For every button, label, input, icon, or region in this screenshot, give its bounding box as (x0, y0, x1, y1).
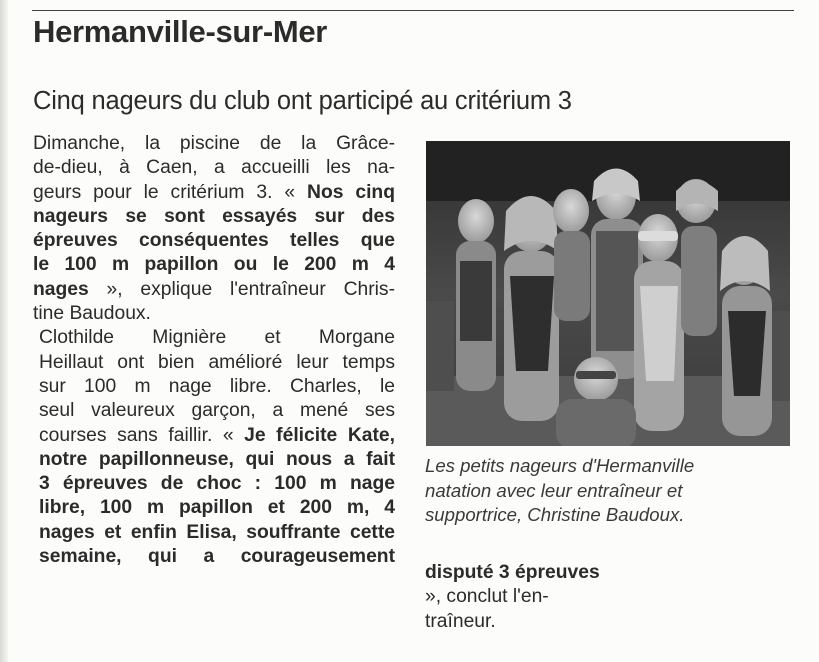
body-text: geurs pour le critérium 3. « (33, 181, 308, 203)
text-line (33, 521, 395, 545)
bold-quote-text: notre papillonneuse, qui nous a fait (39, 448, 395, 470)
text-line (33, 424, 395, 448)
text-line (33, 496, 395, 520)
article-photo (426, 141, 790, 446)
body-text: de-dieu, à Caen, a accueilli les na- (33, 157, 395, 179)
text-line (33, 472, 395, 496)
body-text: », conclut l'en- (425, 586, 549, 608)
text-line (33, 326, 395, 350)
article-body-left-column (33, 132, 395, 569)
text-line (33, 545, 395, 569)
body-text: sur 100 m nage libre. Charles, le (39, 375, 395, 397)
body-text: », explique l'entraîneur Chris- (88, 278, 395, 300)
article-headline: Cinq nageurs du club ont participé au critérium 3 (33, 87, 572, 115)
bold-quote-text: le 100 m papillon ou le 200 m 4 (33, 254, 395, 276)
text-line (33, 132, 395, 156)
text-line (33, 156, 395, 180)
bold-quote-text: libre, 100 m papillon et 200 m, 4 (39, 497, 395, 519)
photo-caption (425, 454, 795, 528)
photo-caption-line: Les petits nageurs d'Hermanville (425, 455, 695, 476)
body-text: Dimanche, la piscine de la Grâce- (33, 133, 395, 154)
text-line (425, 561, 795, 610)
bold-quote-text: disputé 3 épreuves (425, 562, 600, 583)
article-continuation (425, 561, 795, 634)
section-title: Hermanville-sur-Mer (33, 14, 328, 49)
bold-quote-text: semaine, qui a courageusement (39, 546, 395, 568)
body-text: traîneur. (425, 610, 496, 632)
bold-quote-text: Je félicite Kate, (244, 424, 395, 446)
swimmers-group-photo (426, 141, 790, 446)
bold-quote-text: 3 épreuves de choc : 100 m nage (39, 473, 395, 495)
text-line (33, 205, 395, 229)
body-text: courses sans faillir. « (39, 424, 245, 446)
bold-quote-text: nages (33, 278, 89, 300)
bold-quote-text: nageurs se sont essayés sur des (33, 205, 395, 227)
text-line (33, 351, 395, 375)
body-text: Heillaut ont bien amélioré leur temps (39, 351, 395, 373)
text-line (33, 399, 395, 423)
page-edge-shadow (0, 0, 8, 662)
text-line (33, 448, 395, 472)
text-line (425, 610, 795, 634)
body-text: Clothilde Mignière et Morgane (39, 327, 395, 349)
photo-caption-line: natation avec leur entraîneur et (425, 479, 683, 501)
bold-quote-text: Nos cinq (307, 181, 395, 203)
article-paragraph-1 (33, 132, 395, 326)
section-top-rule (32, 10, 794, 11)
text-line (33, 278, 395, 302)
body-text: seul valeureux garçon, a mené ses (39, 400, 395, 422)
text-line (33, 253, 395, 277)
text-line (33, 229, 395, 253)
text-line (33, 181, 395, 205)
body-text: tine Baudoux. (33, 303, 151, 325)
bold-quote-text: nages et enfin Elisa, souffrante cette (39, 521, 395, 543)
photo-caption-line: supportrice, Christine Baudoux. (425, 504, 685, 525)
text-line (33, 302, 395, 326)
text-line (33, 375, 395, 399)
bold-quote-text: épreuves conséquentes telles que (33, 230, 395, 252)
article-paragraph-2 (33, 326, 395, 569)
